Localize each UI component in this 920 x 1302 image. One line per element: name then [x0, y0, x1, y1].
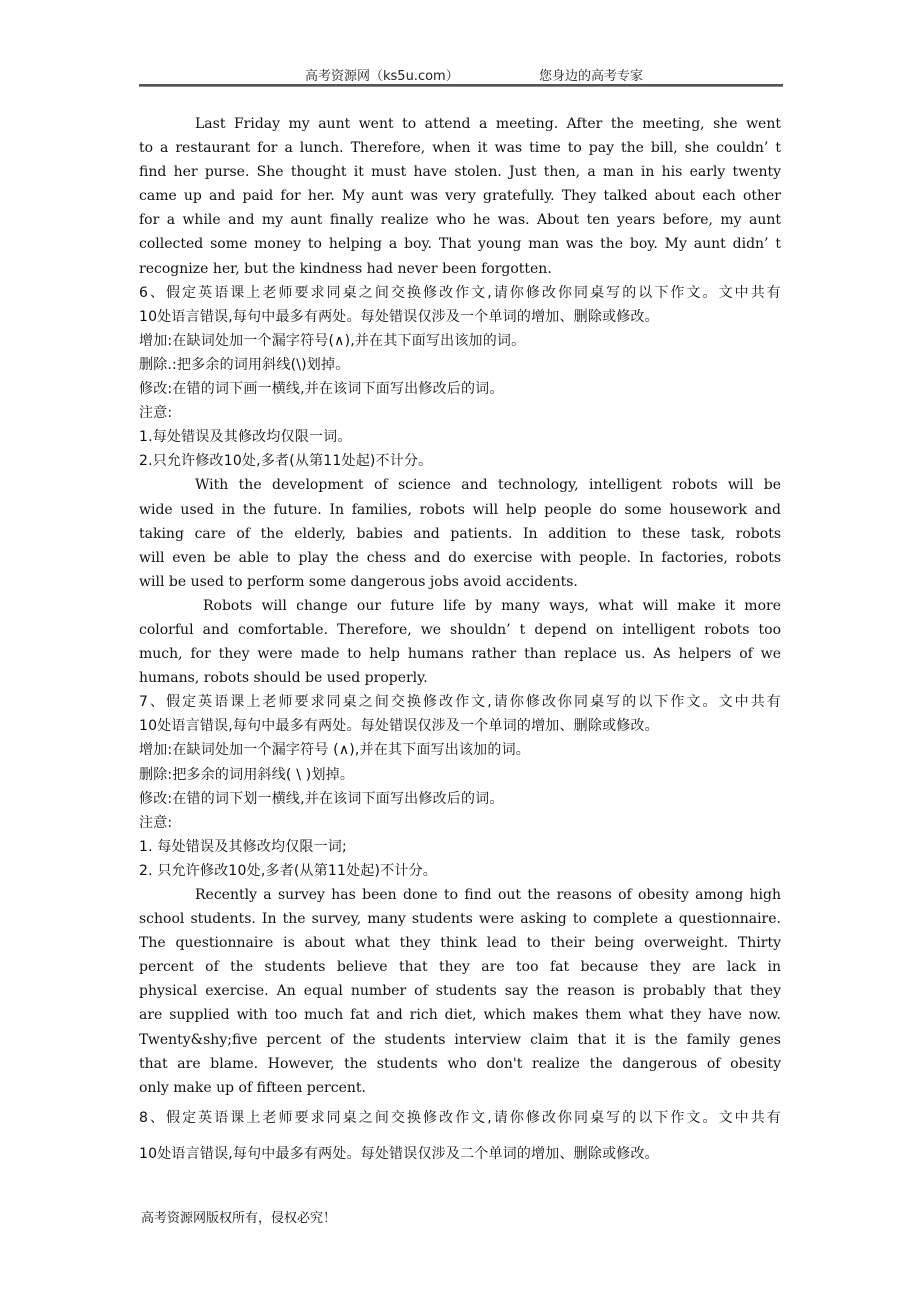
essay-paragraph	[139, 112, 781, 281]
header-slogan: 您身边的高考专家	[539, 69, 644, 84]
text-line: to a restaurant for a lunch. Therefore, when it was time to pay the bill, she couldn’ t	[139, 140, 781, 157]
text-line: 1.每处错误及其修改均仅限一词。	[139, 429, 352, 446]
header-site: 高考资源网（ks5u.com）	[305, 69, 459, 84]
header-rule	[139, 84, 783, 87]
instruction-text	[139, 281, 781, 329]
instruction-text	[139, 449, 781, 473]
text-line: 10处语言错误,每句中最多有两处。每处错误仅涉及一个单词的增加、删除或修改。	[139, 718, 659, 735]
essay-paragraph	[139, 473, 781, 593]
text-line: collected some money to helping a boy. That young man was the boy. My aunt didn’ t	[139, 236, 781, 253]
document-body	[139, 112, 781, 1100]
text-line: 增加:在缺词处加一个漏字符号 (∧),并在其下面写出该加的词。	[139, 742, 530, 759]
instruction-text	[139, 401, 781, 425]
text-line: 注意:	[139, 405, 173, 422]
text-line: 2. 只允许修改10处,多者(从第11处起)不计分。	[139, 862, 438, 879]
text-line: 删除.:把多余的词用斜线(\)划掉。	[139, 356, 350, 373]
text-line: 10处语言错误,每句中最多有两处。每处错误仅涉及一个单词的增加、删除或修改。	[139, 308, 659, 325]
instruction-text	[139, 738, 781, 762]
text-line: 8、假定英语课上老师要求同桌之间交换修改作文,请你修改你同桌写的以下作文。文中共有	[139, 1110, 781, 1126]
text-line: 7、假定英语课上老师要求同桌之间交换修改作文,请你修改你同桌写的以下作文。文中共有	[139, 694, 781, 711]
text-line: find her purse. She thought it must have stolen. Just then, a man in his early twenty	[139, 164, 781, 181]
text-line: school students. In the survey, many students were asking to complete a questionnaire.	[139, 911, 781, 928]
text-line: that are blame. However, the students who don't realize the dangerous of obesity	[139, 1055, 781, 1072]
text-line: 修改:在错的词下画一横线,并在该词下面写出修改后的词。	[139, 381, 504, 398]
text-line: Twenty&shy;five percent of the students interview claim that it is the family genes	[139, 1031, 781, 1048]
instruction-text	[139, 425, 781, 449]
text-line: Robots will change our future life by many ways, what will make it more	[203, 597, 781, 614]
text-line: 增加:在缺词处加一个漏字符号(∧),并在其下面写出该加的词。	[139, 332, 526, 349]
page-header	[0, 65, 920, 85]
text-line: wide used in the future. In families, robots will help people do some housework and	[139, 501, 781, 518]
text-line: With the development of science and technology, intelligent robots will be	[195, 477, 781, 494]
instruction-text	[139, 787, 781, 811]
text-line: 修改:在错的词下划一横线,并在该词下面写出修改后的词。	[139, 790, 504, 807]
text-line: are supplied with too much fat and rich diet, which makes them what they have now.	[139, 1007, 781, 1024]
text-line: taking care of the elderly, babies and patients. In addition to these task, robots	[139, 525, 781, 542]
essay-paragraph	[139, 883, 781, 1100]
instruction-text	[139, 329, 781, 353]
text-line: will be used to perform some dangerous jobs avoid accidents.	[139, 573, 578, 590]
instruction-text	[139, 811, 781, 835]
instruction-text	[139, 835, 781, 859]
text-line: for a while and my aunt finally realize who he was. About ten years before, my aunt	[139, 212, 781, 229]
question-8	[139, 1106, 781, 1178]
text-line: 2.只允许修改10处,多者(从第11处起)不计分。	[139, 453, 433, 470]
text-line: will even be able to play the chess and do exercise with people. In factories, robots	[139, 549, 781, 566]
text-line: only make up of fifteen percent.	[139, 1079, 366, 1096]
text-line: 6、假定英语课上老师要求同桌之间交换修改作文,请你修改你同桌写的以下作文。文中共有	[139, 284, 781, 301]
text-line: The questionnaire is about what they think lead to their being overweight. Thirty	[139, 935, 781, 952]
text-line: 1. 每处错误及其修改均仅限一词;	[139, 838, 347, 855]
footer-copyright: 高考资源网版权所有，侵权必究！	[141, 1211, 337, 1226]
instruction-text	[139, 690, 781, 738]
text-line: humans, robots should be used properly.	[139, 670, 428, 687]
text-line: colorful and comfortable. Therefore, we shouldn’ t depend on intelligent robots too	[139, 621, 781, 638]
essay-paragraph	[139, 594, 781, 690]
text-line: came up and paid for her. My aunt was very gratefully. They talked about each other	[139, 188, 781, 205]
text-line: 10处语言错误,每句中最多有两处。每处错误仅涉及二个单词的增加、删除或修改。	[139, 1146, 659, 1162]
text-line: recognize her, but the kindness had never been forgotten.	[139, 260, 552, 277]
instruction-text	[139, 763, 781, 787]
instruction-text	[139, 377, 781, 401]
text-line: much, for they were made to help humans rather than replace us. As helpers of we	[139, 646, 781, 663]
instruction-text	[139, 859, 781, 883]
text-line: 注意:	[139, 814, 173, 831]
text-line: Last Friday my aunt went to attend a meeting. After the meeting, she went	[195, 116, 781, 132]
instruction-text	[139, 353, 781, 377]
text-line: Recently a survey has been done to find out the reasons of obesity among high	[195, 887, 781, 903]
text-line: physical exercise. An equal number of students say the reason is probably that they	[139, 983, 781, 1000]
text-line: 删除:把多余的词用斜线( \ )划掉。	[139, 766, 355, 783]
text-line: percent of the students believe that they are too fat because they are lack in	[139, 959, 781, 976]
